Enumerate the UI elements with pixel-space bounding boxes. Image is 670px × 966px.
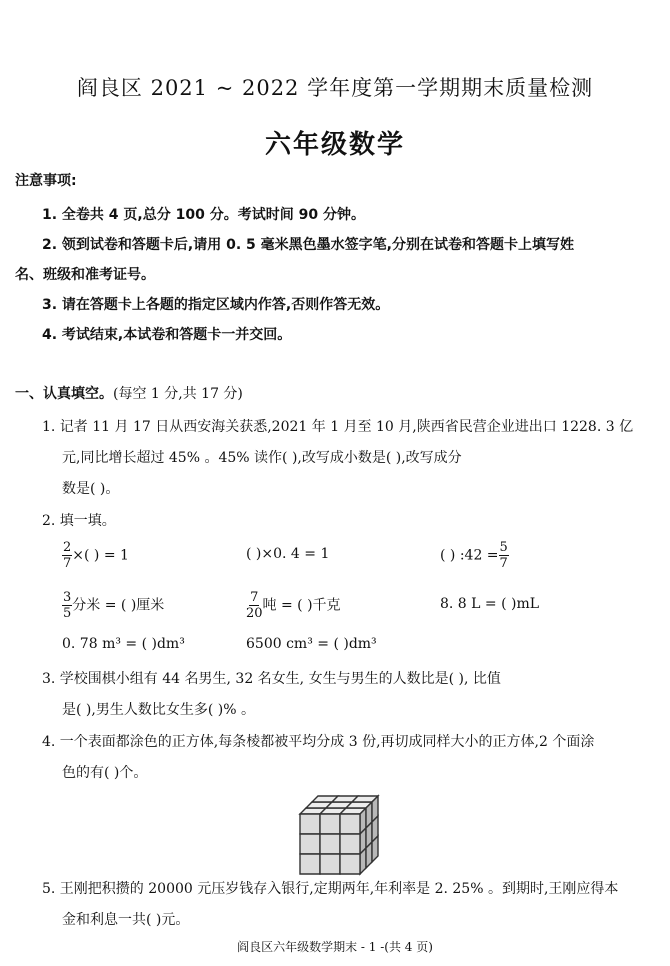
question-4-line-2: 色的有( )个。 (62, 765, 148, 781)
cube-front-cell (340, 834, 360, 854)
note-item-1: 1. 全卷共 4 页,总分 100 分。考试时间 90 分钟。 (42, 207, 365, 223)
cube-front-cell (300, 854, 320, 874)
question-3-line-1: 3. 学校围棋小组有 44 名男生, 32 名女生, 女生与男生的人数比是( ), 比值 (42, 671, 501, 687)
question-2-heading: 2. 填一填。 (42, 513, 116, 529)
fill-item-4 (62, 590, 164, 621)
fill-item-text: 分米 = ( )厘米 (72, 597, 165, 614)
fraction-denominator: 7 (63, 556, 72, 571)
cube-front-cell (320, 854, 340, 874)
cube-front-cell (300, 834, 320, 854)
section-1-heading (15, 383, 243, 403)
fill-item-3 (440, 540, 509, 571)
fill-item-8: 6500 cm³ = ( )dm³ (246, 636, 377, 652)
question-1-line-1: 1. 记者 11 月 17 日从西安海关获悉,2021 年 1 月至 10 月,陕西省民营企业进出口 1228. 3 亿 (42, 419, 634, 435)
fraction (62, 540, 72, 571)
question-3-line-2: 是( ),男生人数比女生多( )% 。 (62, 702, 255, 718)
note-item-3: 3. 请在答题卡上各题的指定区域内作答,否则作答无效。 (42, 297, 390, 313)
exam-title: 阎良区 2021 ~ 2022 学年度第一学期期末质量检测 (76, 76, 594, 100)
fraction-numerator: 2 (63, 540, 72, 555)
fraction (499, 540, 509, 571)
note-item-2: 2. 领到试卷和答题卡后,请用 0. 5 毫米黑色墨水签字笔,分别在试卷和答题卡上填写姓 (42, 237, 574, 253)
cube-front-cell (320, 834, 340, 854)
question-4-line-1: 4. 一个表面都涂色的正方体,每条棱都被平均分成 3 份,再切成同样大小的正方体,2 个面涂 (42, 734, 595, 750)
fraction-denominator: 7 (499, 556, 508, 571)
fraction (246, 590, 263, 621)
question-1-line-2: 元,同比增长超过 45% 。45% 读作( ),改写成小数是( ),改写成分 (62, 450, 462, 466)
fraction-numerator: 3 (63, 590, 72, 605)
section-1-title: 一、认真填空。 (15, 386, 113, 402)
cube-front-cell (320, 814, 340, 834)
fill-item-text: 吨 = ( )千克 (262, 597, 341, 614)
fraction (62, 590, 72, 621)
fraction-numerator: 7 (250, 590, 259, 605)
note-item-4: 4. 考试结束,本试卷和答题卡一并交回。 (42, 327, 292, 343)
fraction-numerator: 5 (499, 540, 508, 555)
cube-front-cell (340, 814, 360, 834)
fill-item-text: ( ) :42 = (440, 547, 499, 564)
question-5-line-1: 5. 王刚把积攒的 20000 元压岁钱存入银行,定期两年,年利率是 2. 25% 。到期时,王刚应得本 (42, 881, 619, 897)
fill-item-2: ( )×0. 4 = 1 (246, 546, 330, 562)
fill-item-1 (62, 540, 129, 571)
painted-cube-figure (296, 790, 386, 880)
section-1-score-note: (每空 1 分,共 17 分) (113, 386, 243, 402)
question-1-line-3: 数是( )。 (62, 481, 120, 497)
note-item-2-cont: 名、班级和准考证号。 (15, 267, 155, 283)
fill-item-6: 8. 8 L = ( )mL (440, 596, 540, 612)
fill-item-text: ×( ) = 1 (72, 547, 129, 564)
cube-front-cell (300, 814, 320, 834)
question-5-line-2: 金和利息一共( )元。 (62, 912, 190, 928)
cube-front-cell (340, 854, 360, 874)
fraction-denominator: 20 (246, 606, 263, 621)
cube-front-face (300, 814, 360, 874)
fraction-denominator: 5 (63, 606, 72, 621)
fill-item-7: 0. 78 m³ = ( )dm³ (62, 636, 185, 652)
page-footer: 阎良区六年级数学期末 - 1 -(共 4 页) (237, 940, 433, 954)
exam-subject: 六年级数学 (264, 130, 405, 160)
fill-item-5 (246, 590, 341, 621)
notes-heading: 注意事项: (15, 173, 77, 189)
